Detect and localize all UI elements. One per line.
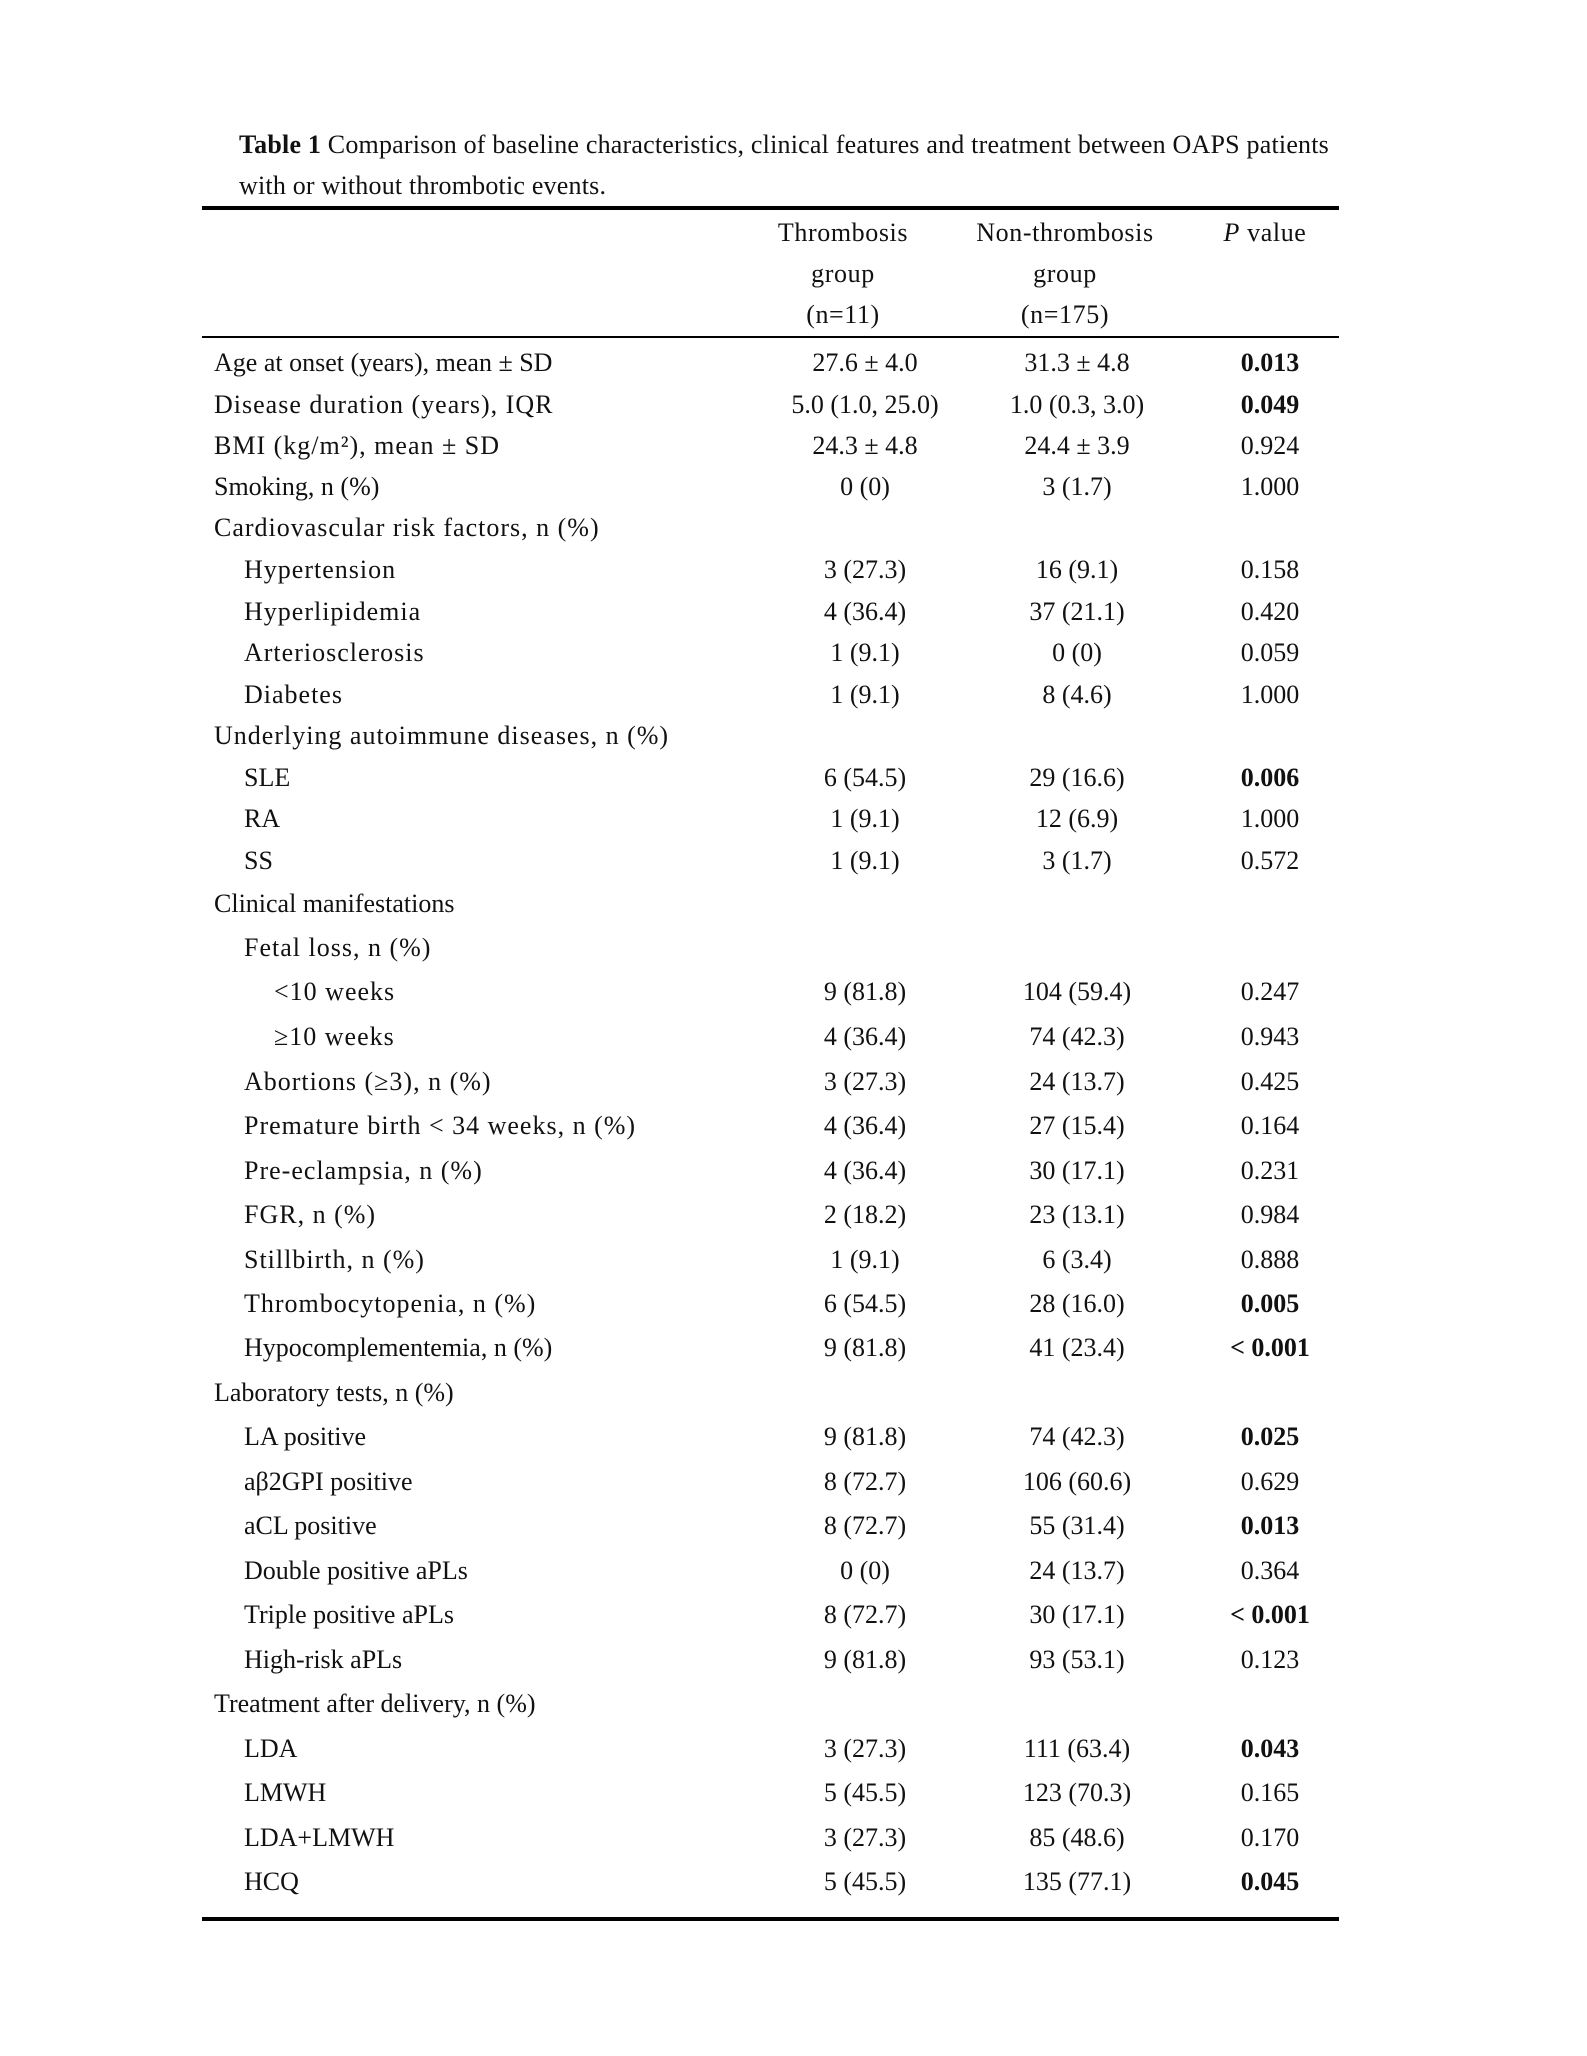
cell-thrombosis: 9 (81.8) xyxy=(823,1422,907,1451)
cell-thrombosis: 8 (72.7) xyxy=(823,1600,907,1629)
table-row xyxy=(202,550,1339,590)
cell-p-value: 0.888 xyxy=(1240,1245,1300,1274)
header-thrombosis-group xyxy=(758,212,928,335)
section-heading: Cardiovascular risk factors, n (%) xyxy=(214,513,600,542)
table-row xyxy=(202,799,1339,839)
cell-p-value: 0.943 xyxy=(1240,1022,1300,1051)
cell-non-thrombosis: 0 (0) xyxy=(1052,638,1102,667)
cell-thrombosis: 6 (54.5) xyxy=(823,763,907,792)
table-row xyxy=(202,1373,1339,1413)
cell-p-value: 0.006 xyxy=(1240,763,1300,792)
cell-non-thrombosis: 28 (16.0) xyxy=(1029,1289,1125,1318)
header-thrombosis-line3: (n=11) xyxy=(806,300,880,329)
table-row xyxy=(202,343,1339,383)
cell-p-value: 0.629 xyxy=(1240,1467,1300,1496)
row-label: SLE xyxy=(244,763,291,792)
cell-p-value: 0.123 xyxy=(1240,1645,1300,1674)
cell-p-value: 0.231 xyxy=(1240,1156,1300,1185)
table-row xyxy=(202,758,1339,798)
cell-non-thrombosis: 74 (42.3) xyxy=(1029,1022,1125,1051)
table-row xyxy=(202,716,1339,756)
cell-non-thrombosis: 123 (70.3) xyxy=(1022,1778,1132,1807)
cell-non-thrombosis: 41 (23.4) xyxy=(1029,1333,1125,1362)
table-header-rule xyxy=(202,336,1339,338)
cell-p-value: 0.247 xyxy=(1240,977,1300,1006)
cell-non-thrombosis: 27 (15.4) xyxy=(1029,1111,1125,1140)
table-row xyxy=(202,508,1339,548)
cell-thrombosis: 9 (81.8) xyxy=(823,1645,907,1674)
table-row xyxy=(202,1017,1339,1057)
section-heading: Clinical manifestations xyxy=(214,889,455,918)
table-row xyxy=(202,884,1339,924)
section-heading: Underlying autoimmune diseases, n (%) xyxy=(214,721,670,750)
cell-thrombosis: 0 (0) xyxy=(840,472,890,501)
table-row xyxy=(202,1462,1339,1502)
cell-non-thrombosis: 8 (4.6) xyxy=(1042,680,1112,709)
header-p-rest: value xyxy=(1240,218,1307,247)
header-non-thrombosis-group xyxy=(950,212,1180,335)
cell-thrombosis: 8 (72.7) xyxy=(823,1511,907,1540)
table-top-rule xyxy=(202,206,1339,210)
cell-non-thrombosis: 24.4 ± 3.9 xyxy=(1024,431,1130,460)
row-label: Hyperlipidemia xyxy=(244,597,422,626)
header-thrombosis-line2: group xyxy=(811,259,875,288)
table-bottom-rule xyxy=(202,1917,1339,1921)
row-label: Disease duration (years), IQR xyxy=(214,390,554,419)
row-label: Age at onset (years), mean ± SD xyxy=(214,348,553,377)
cell-p-value: 0.364 xyxy=(1240,1556,1300,1585)
table-row xyxy=(202,633,1339,673)
row-label: LDA+LMWH xyxy=(244,1823,395,1852)
cell-thrombosis: 27.6 ± 4.0 xyxy=(812,348,918,377)
cell-thrombosis: 1 (9.1) xyxy=(830,638,900,667)
cell-thrombosis: 9 (81.8) xyxy=(823,1333,907,1362)
cell-thrombosis: 1 (9.1) xyxy=(830,804,900,833)
header-p-value xyxy=(1200,212,1330,253)
cell-p-value: 1.000 xyxy=(1240,472,1300,501)
cell-p-value: < 0.001 xyxy=(1230,1600,1310,1629)
header-non-thrombosis-line1: Non-thrombosis xyxy=(976,218,1154,247)
table-row xyxy=(202,426,1339,466)
cell-thrombosis: 1 (9.1) xyxy=(830,680,900,709)
cell-p-value: 0.013 xyxy=(1240,348,1300,377)
table-row xyxy=(202,675,1339,715)
row-label: HCQ xyxy=(244,1867,299,1896)
cell-non-thrombosis: 31.3 ± 4.8 xyxy=(1024,348,1130,377)
cell-p-value: < 0.001 xyxy=(1230,1333,1310,1362)
row-label: LMWH xyxy=(244,1778,327,1807)
cell-non-thrombosis: 3 (1.7) xyxy=(1042,472,1112,501)
cell-p-value: 0.045 xyxy=(1240,1867,1300,1896)
cell-thrombosis: 3 (27.3) xyxy=(823,1734,907,1763)
cell-non-thrombosis: 85 (48.6) xyxy=(1029,1823,1125,1852)
table-row xyxy=(202,1240,1339,1280)
row-label: aβ2GPI positive xyxy=(244,1467,413,1496)
cell-thrombosis: 3 (27.3) xyxy=(823,1823,907,1852)
table-caption-text: Comparison of baseline characteristics, clinical features and treatment between OAPS patients with or without thrombotic events. xyxy=(239,130,1329,200)
cell-thrombosis: 4 (36.4) xyxy=(823,1156,907,1185)
row-label: Hypocomplementemia, n (%) xyxy=(244,1333,553,1362)
cell-non-thrombosis: 37 (21.1) xyxy=(1029,597,1125,626)
cell-thrombosis: 8 (72.7) xyxy=(823,1467,907,1496)
table-row xyxy=(202,1595,1339,1635)
cell-thrombosis: 24.3 ± 4.8 xyxy=(812,431,918,460)
header-non-thrombosis-line2: group xyxy=(1033,259,1097,288)
cell-thrombosis: 0 (0) xyxy=(840,1556,890,1585)
table-row xyxy=(202,1862,1339,1902)
table-row xyxy=(202,1106,1339,1146)
cell-thrombosis: 5 (45.5) xyxy=(823,1867,907,1896)
cell-p-value: 0.170 xyxy=(1240,1823,1300,1852)
header-non-thrombosis-line3: (n=175) xyxy=(1020,300,1110,329)
row-label: Arteriosclerosis xyxy=(244,638,425,667)
table-row xyxy=(202,467,1339,507)
cell-non-thrombosis: 93 (53.1) xyxy=(1029,1645,1125,1674)
cell-non-thrombosis: 6 (3.4) xyxy=(1042,1245,1112,1274)
row-label: Premature birth < 34 weeks, n (%) xyxy=(244,1111,637,1140)
table-row xyxy=(202,1640,1339,1680)
cell-thrombosis: 3 (27.3) xyxy=(823,555,907,584)
cell-p-value: 0.025 xyxy=(1240,1422,1300,1451)
row-label: Thrombocytopenia, n (%) xyxy=(244,1289,537,1318)
table-row xyxy=(202,1506,1339,1546)
row-label: LA positive xyxy=(244,1422,367,1451)
cell-non-thrombosis: 23 (13.1) xyxy=(1029,1200,1125,1229)
row-label: <10 weeks xyxy=(274,977,396,1006)
section-heading: Treatment after delivery, n (%) xyxy=(214,1689,536,1718)
cell-non-thrombosis: 12 (6.9) xyxy=(1035,804,1119,833)
table-row xyxy=(202,1328,1339,1368)
cell-p-value: 0.425 xyxy=(1240,1067,1300,1096)
table-row xyxy=(202,592,1339,632)
cell-p-value: 0.043 xyxy=(1240,1734,1300,1763)
cell-p-value: 0.164 xyxy=(1240,1111,1300,1140)
cell-non-thrombosis: 55 (31.4) xyxy=(1029,1511,1125,1540)
cell-p-value: 0.572 xyxy=(1240,846,1300,875)
row-label: Hypertension xyxy=(244,555,397,584)
table-row xyxy=(202,1284,1339,1324)
cell-thrombosis: 3 (27.3) xyxy=(823,1067,907,1096)
row-label: Double positive aPLs xyxy=(244,1556,468,1585)
cell-non-thrombosis: 74 (42.3) xyxy=(1029,1422,1125,1451)
cell-thrombosis: 4 (36.4) xyxy=(823,1022,907,1051)
cell-p-value: 0.059 xyxy=(1240,638,1300,667)
cell-non-thrombosis: 30 (17.1) xyxy=(1029,1156,1125,1185)
cell-thrombosis: 9 (81.8) xyxy=(823,977,907,1006)
cell-p-value: 1.000 xyxy=(1240,680,1300,709)
row-label: Diabetes xyxy=(244,680,343,709)
row-label: ≥10 weeks xyxy=(274,1022,395,1051)
cell-thrombosis: 6 (54.5) xyxy=(823,1289,907,1318)
cell-thrombosis: 1 (9.1) xyxy=(830,846,900,875)
row-label: Triple positive aPLs xyxy=(244,1600,454,1629)
cell-non-thrombosis: 135 (77.1) xyxy=(1022,1867,1132,1896)
cell-non-thrombosis: 1.0 (0.3, 3.0) xyxy=(1009,390,1145,419)
cell-non-thrombosis: 3 (1.7) xyxy=(1042,846,1112,875)
cell-p-value: 0.158 xyxy=(1240,555,1300,584)
row-label: Stillbirth, n (%) xyxy=(244,1245,425,1274)
cell-non-thrombosis: 111 (63.4) xyxy=(1023,1734,1131,1763)
table-row xyxy=(202,1773,1339,1813)
cell-non-thrombosis: 24 (13.7) xyxy=(1029,1556,1125,1585)
table-row xyxy=(202,1417,1339,1457)
cell-thrombosis: 4 (36.4) xyxy=(823,1111,907,1140)
row-label: Pre-eclampsia, n (%) xyxy=(244,1156,483,1185)
row-label: BMI (kg/m²), mean ± SD xyxy=(214,431,500,460)
table-row xyxy=(202,1195,1339,1235)
table-row xyxy=(202,1729,1339,1769)
cell-thrombosis: 4 (36.4) xyxy=(823,597,907,626)
cell-p-value: 0.984 xyxy=(1240,1200,1300,1229)
cell-p-value: 0.013 xyxy=(1240,1511,1300,1540)
header-thrombosis-line1: Thrombosis xyxy=(777,218,909,247)
table-row xyxy=(202,1684,1339,1724)
cell-p-value: 0.005 xyxy=(1240,1289,1300,1318)
row-label: Smoking, n (%) xyxy=(214,472,380,501)
cell-p-value: 0.165 xyxy=(1240,1778,1300,1807)
row-label: High-risk aPLs xyxy=(244,1645,403,1674)
cell-thrombosis: 2 (18.2) xyxy=(823,1200,907,1229)
cell-non-thrombosis: 24 (13.7) xyxy=(1029,1067,1125,1096)
table-row xyxy=(202,1151,1339,1191)
table-label: Table 1 xyxy=(239,130,322,159)
cell-p-value: 1.000 xyxy=(1240,804,1300,833)
cell-non-thrombosis: 30 (17.1) xyxy=(1029,1600,1125,1629)
table-row xyxy=(202,385,1339,425)
cell-p-value: 0.924 xyxy=(1240,431,1300,460)
cell-non-thrombosis: 29 (16.6) xyxy=(1029,763,1125,792)
table-row xyxy=(202,1062,1339,1102)
cell-p-value: 0.049 xyxy=(1240,390,1300,419)
table-row xyxy=(202,972,1339,1012)
cell-p-value: 0.420 xyxy=(1240,597,1300,626)
section-heading: Laboratory tests, n (%) xyxy=(214,1378,454,1407)
row-label: aCL positive xyxy=(244,1511,377,1540)
header-p-italic: P xyxy=(1223,218,1241,247)
table-caption xyxy=(239,124,1349,206)
table-row xyxy=(202,1818,1339,1858)
cell-thrombosis: 1 (9.1) xyxy=(830,1245,900,1274)
table-row xyxy=(202,928,1339,968)
row-label: RA xyxy=(244,804,281,833)
cell-non-thrombosis: 16 (9.1) xyxy=(1035,555,1119,584)
row-label: FGR, n (%) xyxy=(244,1200,377,1229)
row-label: Abortions (≥3), n (%) xyxy=(244,1067,492,1096)
row-label: Fetal loss, n (%) xyxy=(244,933,432,962)
table-row xyxy=(202,1551,1339,1591)
row-label: SS xyxy=(244,846,273,875)
cell-thrombosis: 5.0 (1.0, 25.0) xyxy=(791,390,939,419)
row-label: LDA xyxy=(244,1734,298,1763)
cell-thrombosis: 5 (45.5) xyxy=(823,1778,907,1807)
table-row xyxy=(202,841,1339,881)
cell-non-thrombosis: 106 (60.6) xyxy=(1022,1467,1132,1496)
cell-non-thrombosis: 104 (59.4) xyxy=(1022,977,1132,1006)
